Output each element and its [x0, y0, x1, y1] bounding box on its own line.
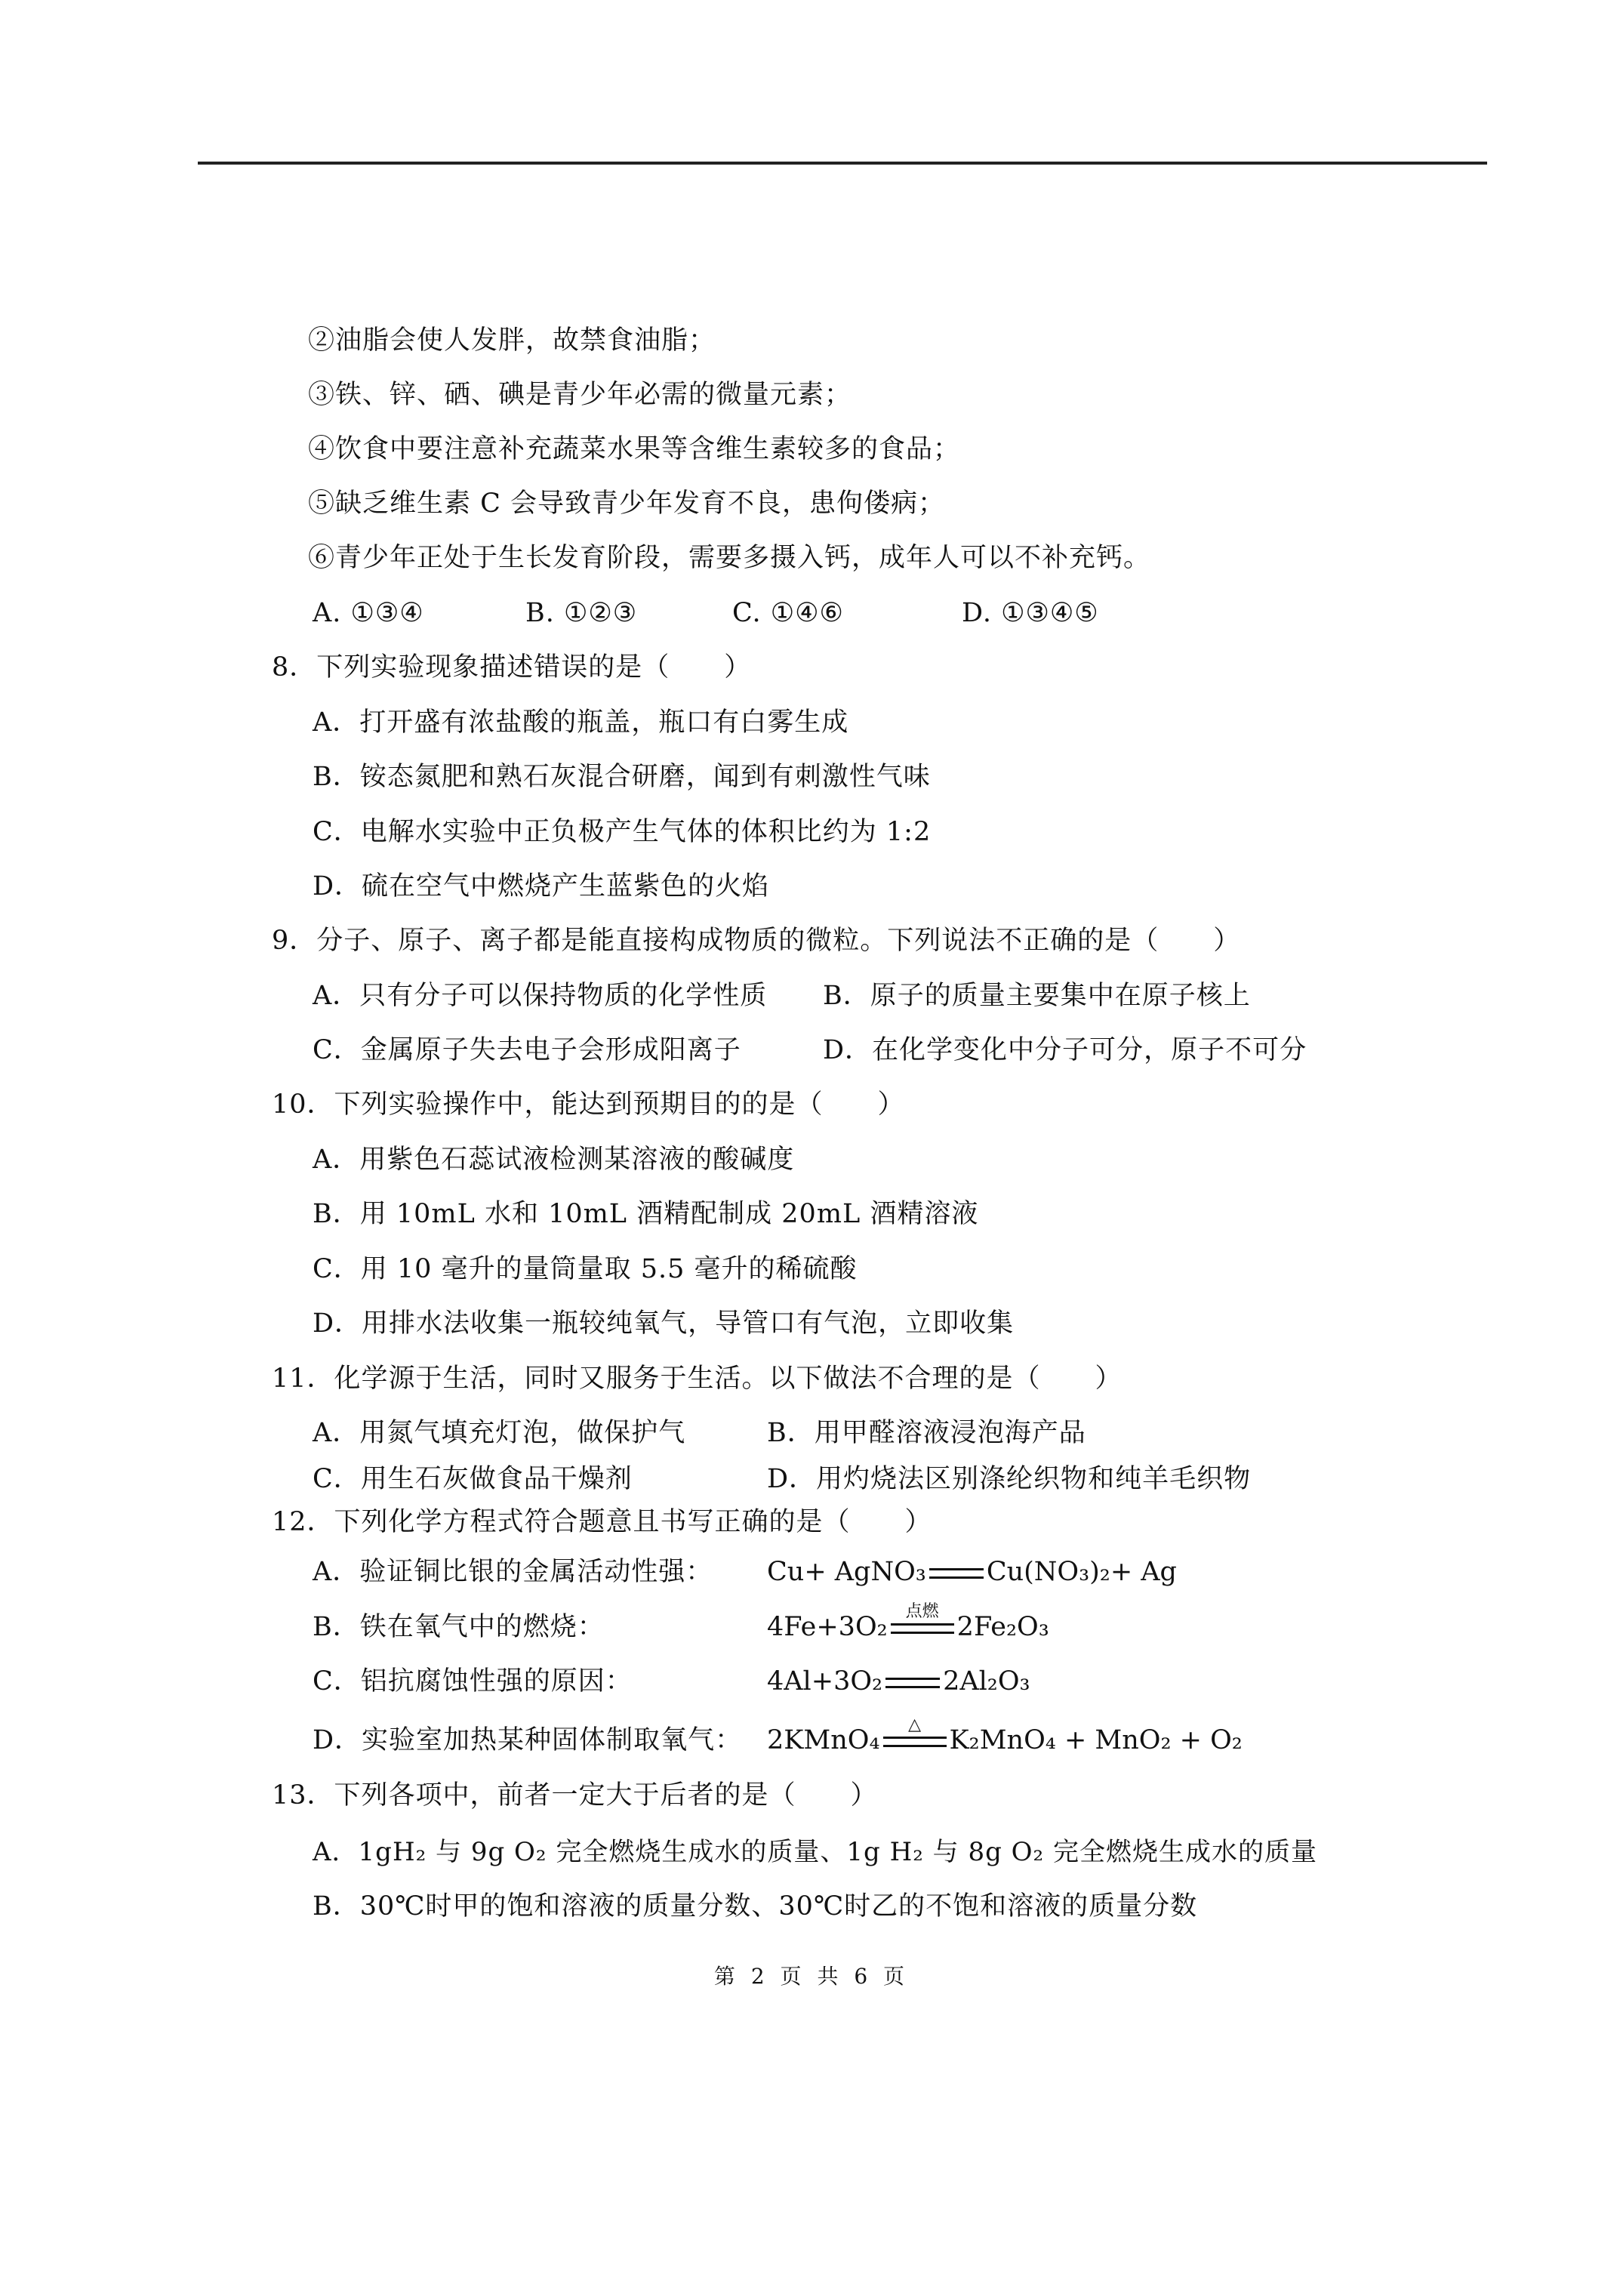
q10-option-a[interactable]: A．用紫色石蕊试液检测某溶液的酸碱度: [313, 1145, 795, 1175]
q9-option-d[interactable]: D．在化学变化中分子可分，原子不可分: [823, 1035, 1307, 1065]
q11-option-d[interactable]: D．用灼烧法区别涤纶织物和纯羊毛织物: [767, 1464, 1252, 1494]
intro-item: ③铁、锌、硒、碘是青少年必需的微量元素；: [308, 380, 852, 410]
reaction-condition: 点燃: [905, 1601, 939, 1621]
equals-sign: [929, 1568, 984, 1579]
q11-option-b[interactable]: B．用甲醛溶液浸泡海产品: [767, 1418, 1086, 1448]
q12-equation-a: [767, 1555, 1177, 1589]
equation-lhs: Cu+ AgNO₃: [767, 1557, 926, 1587]
q9-option-c[interactable]: C．金属原子失去电子会形成阳离子: [313, 1035, 741, 1065]
q11-option-c[interactable]: C．用生石灰做食品干燥剂: [313, 1464, 633, 1494]
q13-stem: 13．下列各项中，前者一定大于后者的是（ ）: [272, 1780, 878, 1811]
equation-lhs: 4Fe+3O₂: [767, 1612, 888, 1642]
q8-option-c[interactable]: C．电解水实验中正负极产生气体的体积比约为 1:2: [313, 817, 932, 847]
q8-option-b[interactable]: B．铵态氮肥和熟石灰混合研磨，闻到有刺激性气味: [313, 762, 931, 792]
q13-option-a[interactable]: A．1gH₂ 与 9g O₂ 完全燃烧生成水的质量、1g H₂ 与 8g O₂ 完全燃烧生成水的质量: [313, 1837, 1317, 1867]
q7-option-b[interactable]: B. ①②③: [525, 598, 638, 628]
q9-option-b[interactable]: B．原子的质量主要集中在原子核上: [823, 981, 1251, 1011]
intro-item: ④饮食中要注意补充蔬菜水果等含维生素较多的食品；: [308, 434, 961, 464]
q8-stem: 8．下列实验现象描述错误的是（ ）: [272, 652, 752, 683]
q7-option-c[interactable]: C. ①④⑥: [732, 598, 844, 628]
q10-option-c[interactable]: C．用 10 毫升的量筒量取 5.5 毫升的稀硫酸: [313, 1254, 858, 1284]
q10-option-b[interactable]: B．用 10mL 水和 10mL 酒精配制成 20mL 酒精溶液: [313, 1199, 979, 1229]
q12-option-b[interactable]: B．铁在氧气中的燃烧：: [313, 1612, 605, 1642]
equation-rhs: Cu(NO₃)₂+ Ag: [986, 1557, 1177, 1587]
q8-option-d[interactable]: D．硫在空气中燃烧产生蓝紫色的火焰: [313, 871, 770, 901]
q12-option-d[interactable]: D．实验室加热某种固体制取氧气：: [313, 1725, 743, 1755]
page-number: 第 2 页 共 6 页: [713, 1964, 910, 1989]
q9-option-a[interactable]: A．只有分子可以保持物质的化学性质: [313, 981, 768, 1011]
q13-option-b[interactable]: B．30℃时甲的饱和溶液的质量分数、30℃时乙的不饱和溶液的质量分数: [313, 1891, 1198, 1922]
q8-option-a[interactable]: A．打开盛有浓盐酸的瓶盖，瓶口有白雾生成: [313, 707, 849, 738]
q12-equation-d: [767, 1715, 1243, 1757]
header-rule: [198, 162, 1487, 165]
equals-sign: [891, 1601, 954, 1634]
q7-option-a[interactable]: A. ①③④: [313, 598, 424, 628]
intro-item: ⑤缺乏维生素 C 会导致青少年发育不良，患佝偻病；: [308, 488, 946, 519]
equals-sign: [885, 1678, 940, 1688]
intro-item: ⑥青少年正处于生长发育阶段，需要多摄入钙，成年人可以不补充钙。: [308, 543, 1151, 573]
q12-option-a[interactable]: A．验证铜比银的金属活动性强：: [313, 1557, 713, 1587]
equation-rhs: 2Fe₂O₃: [956, 1612, 1049, 1642]
q10-option-d[interactable]: D．用排水法收集一瓶较纯氧气，导管口有气泡，立即收集: [313, 1308, 1015, 1339]
equals-sign: [883, 1715, 947, 1747]
q9-stem: 9．分子、原子、离子都是能直接构成物质的微粒。下列说法不正确的是（ ）: [272, 926, 1241, 956]
equation-rhs: K₂MnO₄ + MnO₂ + O₂: [949, 1725, 1243, 1755]
q12-equation-b: [767, 1601, 1049, 1644]
q12-equation-c: [767, 1665, 1030, 1698]
intro-item: ②油脂会使人发胖，故禁食油脂；: [308, 325, 716, 356]
q11-stem: 11．化学源于生活，同时又服务于生活。以下做法不合理的是（ ）: [272, 1364, 1123, 1394]
q12-option-c[interactable]: C．铝抗腐蚀性强的原因：: [313, 1666, 633, 1697]
q10-stem: 10．下列实验操作中，能达到预期目的的是（ ）: [272, 1089, 905, 1120]
equation-lhs: 2KMnO₄: [767, 1725, 880, 1755]
equation-lhs: 4Al+3O₂: [767, 1666, 883, 1697]
q11-option-a[interactable]: A．用氮气填充灯泡，做保护气: [313, 1418, 686, 1448]
equation-rhs: 2Al₂O₃: [943, 1666, 1030, 1697]
q7-option-d[interactable]: D. ①③④⑤: [962, 598, 1099, 628]
reaction-condition: △: [908, 1715, 921, 1734]
q12-stem: 12．下列化学方程式符合题意且书写正确的是（ ）: [272, 1507, 932, 1537]
